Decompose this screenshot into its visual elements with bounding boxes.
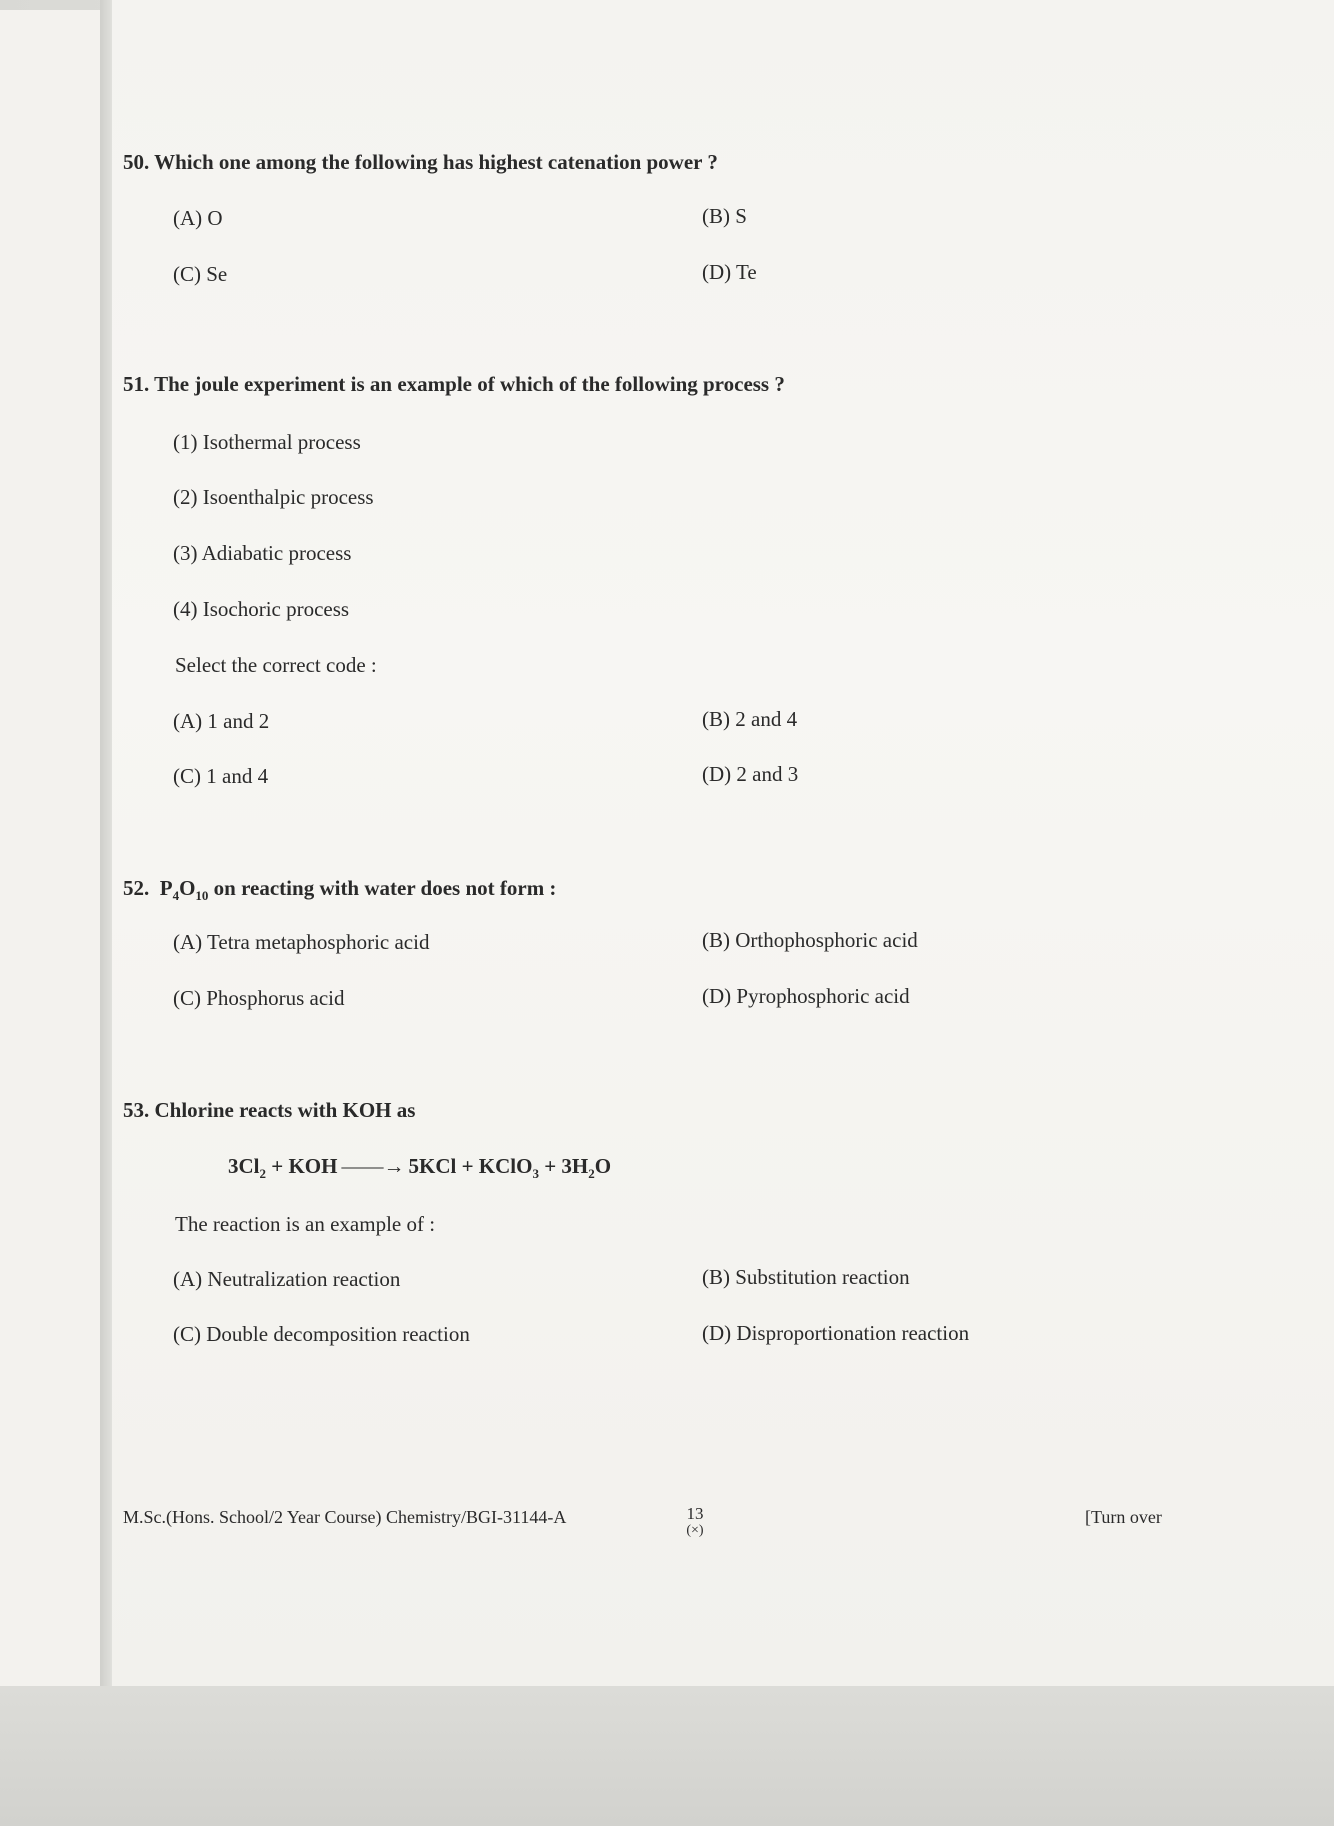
exam-page [112,0,1334,1686]
q50-option-a: (A) O [173,206,223,230]
q52-option-d: (D) Pyrophosphoric acid [702,984,910,1008]
q51-item-4: (4) Isochoric process [173,597,350,621]
q51-option-c: (C) 1 and 4 [173,764,269,788]
footer-turn-over: [Turn over [1085,1507,1162,1527]
footer-course-code: M.Sc.(Hons. School/2 Year Course) Chemistry/BGI-31144-A [123,1507,567,1527]
q51-instruction: Select the correct code : [175,653,377,677]
q53-option-a: (A) Neutralization reaction [173,1267,401,1291]
eq-sub-1: 2 [259,1166,266,1182]
q52-formula-p: P [159,876,173,900]
footer-page-number [680,1505,710,1539]
q53-option-d: (D) Disproportionation reaction [702,1321,970,1345]
reaction-arrow-icon: ——→ [341,1154,405,1178]
page-mark: (×) [686,1523,704,1538]
scan-bottom-band [0,1686,1334,1826]
q52-option-a: (A) Tetra metaphosphoric acid [173,930,430,954]
question-53: 53. Chlorine reacts with KOH as [123,1098,416,1122]
q52-number: 52. [123,876,150,900]
q52-formula-o: O [179,876,196,900]
q51-option-d: (D) 2 and 3 [702,762,799,786]
q53-option-c: (C) Double decomposition reaction [173,1322,470,1346]
q50-option-c: (C) Se [173,262,228,286]
question-52 [123,876,556,904]
page-number: 13 [686,1504,704,1523]
q51-option-a: (A) 1 and 2 [173,709,270,733]
eq-term-2: + KOH [266,1154,338,1178]
q52-option-c: (C) Phosphorus acid [173,986,345,1010]
q50-option-d: (D) Te [702,260,757,284]
q51-item-1: (1) Isothermal process [173,430,361,454]
eq-sub-2: 3 [532,1166,539,1182]
q53-option-b: (B) Substitution reaction [702,1265,910,1289]
q53-equation [228,1154,611,1182]
q53-prompt: The reaction is an example of : [175,1212,436,1236]
q52-option-b: (B) Orthophosphoric acid [702,928,918,952]
q52-formula-p-sub: 4 [172,888,180,904]
eq-term-5: O [594,1154,612,1178]
q52-formula-o-sub: 10 [195,888,209,904]
q52-text: on reacting with water does not form : [208,876,557,900]
eq-term-4: + 3H [538,1154,589,1178]
question-51: 51. The joule experiment is an example of which of the following process ? [123,372,785,396]
q51-item-3: (3) Adiabatic process [173,541,352,565]
eq-term-3: 5KCl + KClO [408,1154,533,1178]
eq-term-1: 3Cl [228,1154,260,1178]
q50-option-b: (B) S [702,204,747,228]
q51-item-2: (2) Isoenthalpic process [173,485,374,509]
q51-option-b: (B) 2 and 4 [702,707,798,731]
eq-sub-3: 2 [588,1166,595,1182]
question-50: 50. Which one among the following has highest catenation power ? [123,150,718,174]
